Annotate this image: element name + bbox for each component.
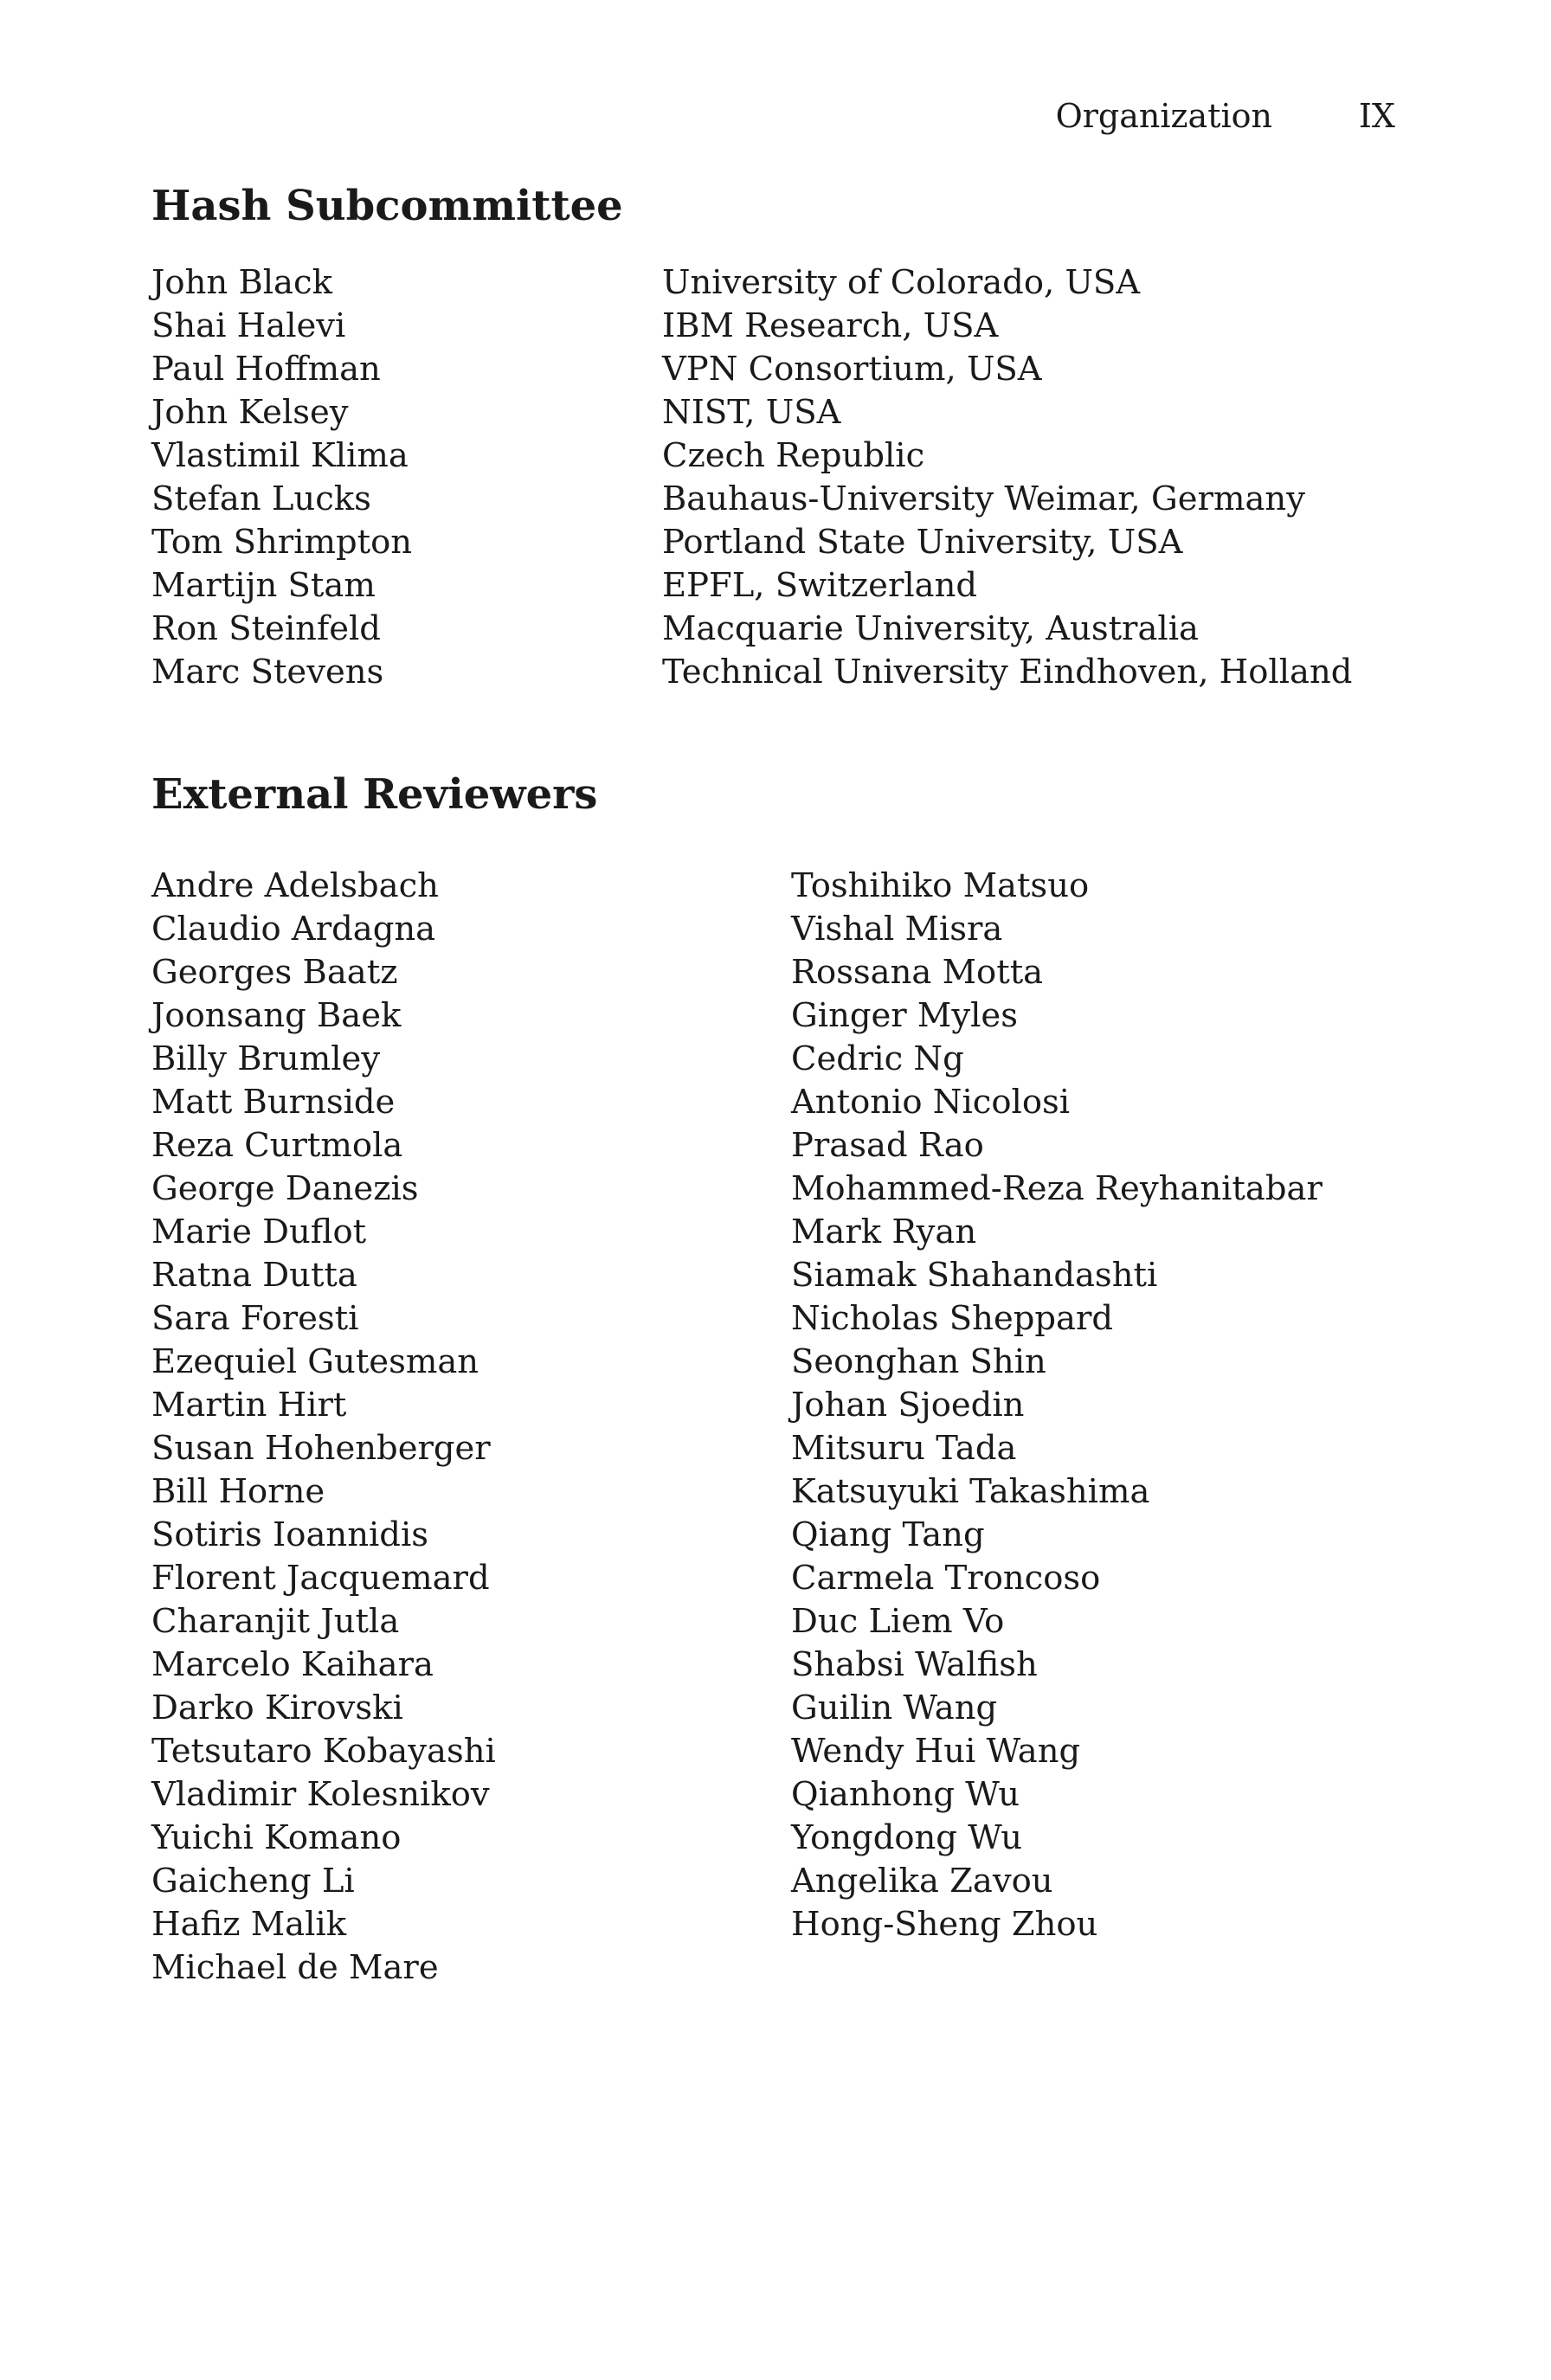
reviewer-name: Bill Horne <box>151 1472 325 1511</box>
reviewer-name: Siamak Shahandashti <box>791 1256 1158 1295</box>
reviewer-name: Matt Burnside <box>151 1083 396 1122</box>
member-affiliation: Macquarie University, Australia <box>662 609 1199 648</box>
hash-subcommittee-names <box>151 261 412 694</box>
reviewer-name: Michael de Mare <box>151 1948 439 1987</box>
reviewer-name: Vishal Misra <box>791 910 1003 949</box>
reviewer-name: Ezequiel Gutesman <box>151 1342 479 1381</box>
reviewer-name: Yongdong Wu <box>791 1818 1022 1857</box>
reviewer-name: Georges Baatz <box>151 953 398 992</box>
page-number: IX <box>1358 97 1395 135</box>
member-name: Vlastimil Klima <box>151 436 409 475</box>
reviewer-name: Carmela Troncoso <box>791 1559 1101 1598</box>
reviewer-name: Sara Foresti <box>151 1299 359 1338</box>
member-name: Ron Steinfeld <box>151 609 381 648</box>
member-name: John Black <box>151 263 332 302</box>
reviewer-name: Mohammed-Reza Reyhanitabar <box>791 1169 1323 1208</box>
reviewer-name: Duc Liem Vo <box>791 1602 1005 1641</box>
reviewer-name: Toshihiko Matsuo <box>791 866 1090 905</box>
reviewer-name: Shabsi Walfish <box>791 1645 1038 1684</box>
hash-subcommittee-title: Hash Subcommittee <box>151 182 623 230</box>
hash-subcommittee-affiliations <box>662 261 1352 694</box>
reviewer-name: Darko Kirovski <box>151 1689 403 1727</box>
member-affiliation: Technical University Eindhoven, Holland <box>662 653 1353 691</box>
member-name: Paul Hoffman <box>151 350 381 389</box>
reviewer-name: Hong-Sheng Zhou <box>791 1905 1098 1944</box>
member-name: Marc Stevens <box>151 653 384 691</box>
reviewer-name: Marcelo Kaihara <box>151 1645 434 1684</box>
external-reviewers-title: External Reviewers <box>151 770 598 819</box>
reviewer-name: Vladimir Kolesnikov <box>151 1775 490 1814</box>
reviewer-name: Susan Hohenberger <box>151 1429 491 1468</box>
reviewer-name: Rossana Motta <box>791 953 1044 992</box>
reviewer-name: Marie Duflot <box>151 1213 367 1251</box>
reviewer-name: Tetsutaro Kobayashi <box>151 1732 496 1771</box>
reviewer-name: Hafiz Malik <box>151 1905 347 1944</box>
reviewer-name: Guilin Wang <box>791 1689 998 1727</box>
reviewer-name: Reza Curtmola <box>151 1126 403 1165</box>
reviewer-name: Sotiris Ioannidis <box>151 1515 429 1554</box>
reviewer-name: Antonio Nicolosi <box>791 1083 1071 1122</box>
reviewer-name: Claudio Ardagna <box>151 910 436 949</box>
reviewer-name: Ginger Myles <box>791 996 1018 1035</box>
reviewer-name: Ratna Dutta <box>151 1256 357 1295</box>
reviewer-name: Cedric Ng <box>791 1039 964 1078</box>
reviewer-name: Martin Hirt <box>151 1386 347 1425</box>
member-name: Stefan Lucks <box>151 479 371 518</box>
reviewer-name: Qiang Tang <box>791 1515 985 1554</box>
member-name: John Kelsey <box>151 393 349 432</box>
reviewer-name: Angelika Zavou <box>791 1862 1053 1901</box>
member-affiliation: Czech Republic <box>662 436 925 475</box>
member-affiliation: University of Colorado, USA <box>662 263 1141 302</box>
member-name: Tom Shrimpton <box>151 523 413 562</box>
member-affiliation: Portland State University, USA <box>662 523 1183 562</box>
reviewer-name: Andre Adelsbach <box>151 866 439 905</box>
reviewer-name: Gaicheng Li <box>151 1862 355 1901</box>
member-affiliation: EPFL, Switzerland <box>662 566 978 605</box>
reviewer-name: Katsuyuki Takashima <box>791 1472 1150 1511</box>
member-name: Shai Halevi <box>151 306 346 345</box>
reviewer-name: Mark Ryan <box>791 1213 977 1251</box>
running-header-section: Organization <box>1055 97 1272 135</box>
reviewer-name: Joonsang Baek <box>151 996 402 1035</box>
reviewer-name: Prasad Rao <box>791 1126 984 1165</box>
reviewer-name: Qianhong Wu <box>791 1775 1020 1814</box>
reviewer-name: Wendy Hui Wang <box>791 1732 1081 1771</box>
reviewer-name: Mitsuru Tada <box>791 1429 1017 1468</box>
reviewer-name: Seonghan Shin <box>791 1342 1046 1381</box>
member-affiliation: NIST, USA <box>662 393 841 432</box>
member-affiliation: VPN Consortium, USA <box>662 350 1042 389</box>
reviewer-name: George Danezis <box>151 1169 419 1208</box>
member-affiliation: Bauhaus-University Weimar, Germany <box>662 479 1305 518</box>
reviewer-name: Johan Sjoedin <box>791 1386 1025 1425</box>
external-reviewers-column-2 <box>791 865 1323 1946</box>
member-affiliation: IBM Research, USA <box>662 306 999 345</box>
reviewer-name: Nicholas Sheppard <box>791 1299 1114 1338</box>
reviewer-name: Billy Brumley <box>151 1039 381 1078</box>
running-header <box>0 97 1551 140</box>
reviewer-name: Florent Jacquemard <box>151 1559 490 1598</box>
member-name: Martijn Stam <box>151 566 376 605</box>
reviewer-name: Charanjit Jutla <box>151 1602 400 1641</box>
reviewer-name: Yuichi Komano <box>151 1818 402 1857</box>
external-reviewers-column-1 <box>151 865 496 1990</box>
